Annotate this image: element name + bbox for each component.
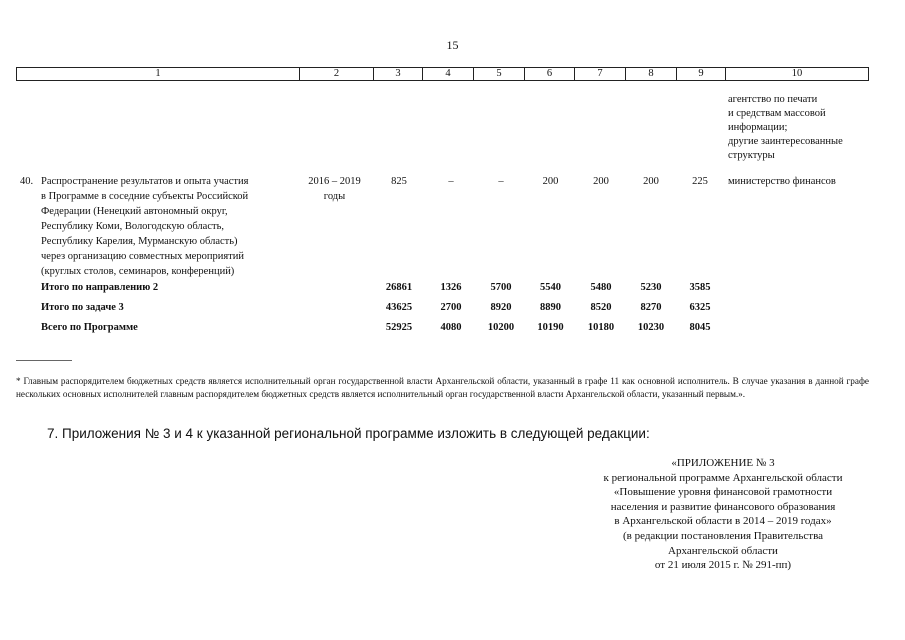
value-cell: 10180 [587,322,615,333]
value-cell: 5540 [540,282,561,293]
row-name-line: Республику Карелия, Мурманскую область) [41,236,238,247]
paragraph-7: 7. Приложения № 3 и 4 к указанной региональной программе изложить в следующей редакции: [47,426,650,441]
value-cell: 52925 [385,322,413,333]
row-name-line: Республику Коми, Вологодскую область, [41,221,224,232]
appendix-line: от 21 июля 2015 г. № 291-пп) [654,559,792,572]
executor-line: и средствам массовой [728,108,826,119]
value-cell: – [448,176,454,187]
value-cell: 8045 [689,322,711,333]
value-cell: 8270 [640,302,662,313]
column-number: 5 [474,68,525,81]
executor-line: информации; [728,122,788,133]
row-period [298,174,371,204]
value-cell: 10200 [487,322,515,333]
value-cell: 5230 [640,282,662,293]
appendix-line: населения и развитие финансового образования [610,500,836,513]
appendix-line: Архангельской области [668,544,778,557]
appendix-line: (в редакции постановления Правительства [622,529,824,542]
row-name-line: в Программе в соседние субъекты Российской [41,191,249,202]
column-number: 1 [17,68,300,81]
total-label: Итого по направлению 2 [41,282,159,293]
executor-line: другие заинтересованные [728,136,843,147]
appendix-line: в Архангельской области в 2014 – 2019 годах» [614,515,832,528]
footnote-separator [16,360,72,361]
row-number: 40. [20,176,34,187]
value-cell: 5480 [590,282,612,293]
page-number: 15 [446,38,459,52]
value-cell: 10190 [537,322,564,333]
total-label: Всего по Программе [41,322,138,333]
appendix-line: «Повышение уровня финансовой грамотности [613,486,833,499]
executor-line: структуры [728,150,775,161]
column-number: 4 [423,68,474,81]
value-cell: 825 [391,176,407,187]
value-cell: 1326 [440,282,462,293]
value-cell: 10230 [637,322,665,333]
value-cell: 200 [542,176,559,187]
column-number: 3 [374,68,423,81]
row-name-line: через организацию совместных мероприятий [41,251,244,262]
value-cell: 4080 [440,322,462,333]
total-label: Итого по задаче 3 [41,302,124,313]
appendix-line: к региональной программе Архангельской области [603,471,843,484]
row-name-line: Федерации (Ненецкий автономный округ, [41,206,228,217]
column-number: 6 [525,68,575,81]
value-cell: – [498,176,504,187]
column-number: 9 [677,68,726,81]
value-cell: 225 [692,176,708,187]
value-cell: 6325 [689,302,711,313]
value-cell: 200 [593,176,609,187]
value-cell: 8520 [590,302,612,313]
value-cell: 43625 [385,302,413,313]
period-line: годы [323,191,346,202]
column-number: 2 [300,68,374,81]
row-name-line: (круглых столов, семинаров, конференций) [41,266,235,277]
table-column-numbers [16,67,869,81]
footnote: * Главным распорядителем бюджетных средств является исполнительный орган государственной власти Архангельской области, указанный в графе 11 как основной исполнитель. В случае указания в данной графе нескольких основных исполнителей главным распорядителем бюджетных средств является исполнительный орган государственной власти Архангельской области, указанный первым.». [16,376,869,399]
value-cell: 200 [643,176,659,187]
period-line: 2016 – 2019 [308,176,361,187]
row-name [41,174,303,279]
column-number: 7 [575,68,626,81]
column-number: 8 [626,68,677,81]
continued-executor-cell [728,93,843,163]
appendix-line: «ПРИЛОЖЕНИЕ № 3 [671,457,775,469]
value-cell: 8920 [490,302,512,313]
value-cell: 5700 [490,282,512,293]
appendix-heading [560,456,886,573]
value-cell: 8890 [540,302,561,313]
row-name-line: Распространение результатов и опыта участия [41,176,249,187]
executor-line: агентство по печати [728,94,818,105]
value-cell: 3585 [689,282,711,293]
column-number: 10 [726,68,869,81]
value-cell: 2700 [440,302,462,313]
value-cell: 26861 [385,282,413,293]
row-executor: министерство финансов [728,176,836,187]
